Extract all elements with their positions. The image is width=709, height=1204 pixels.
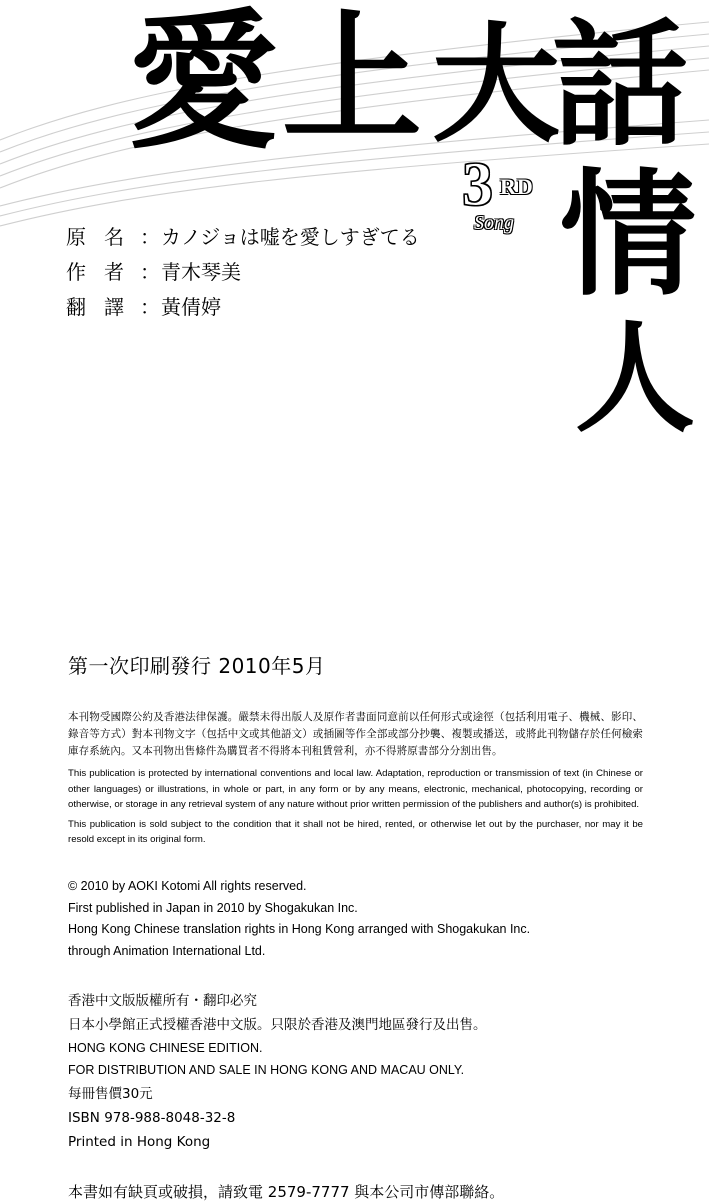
legal-notice-chinese: 本刊物受國際公約及香港法律保護。嚴禁未得出版人及原作者書面同意前以任何形式或途徑（包括利用電子、機械、影印、錄音等方式）對本刊物文字（包括中文或其他語文）或插圖等作全部或部分抄襲、複製或播送，或將此刊物儲存於任何檢索庫存系統內。又本刊物出售條件為購買者不得將本刊租賃營利，亦不得將原書部分分割出售。 [68, 711, 643, 757]
copyright-line-1: © 2010 by AOKI Kotomi All rights reserved. [68, 878, 307, 893]
hk-isbn: ISBN 978-988-8048-32-8 [68, 1109, 236, 1126]
hk-printed-in: Printed in Hong Kong [68, 1133, 211, 1150]
credit-colon-2: ： [140, 260, 160, 284]
colophon-block [68, 650, 643, 1204]
credit-value-author: 青木琴美 [161, 260, 241, 284]
credit-label-original-title: 原名 [66, 225, 142, 249]
credit-row-translator [66, 294, 486, 320]
hk-price: 每冊售價30元 [68, 1085, 153, 1102]
title-char-1: 愛 [128, 0, 279, 170]
credit-row-author [66, 259, 486, 285]
credit-label-author: 作者 [66, 260, 142, 284]
emblem-number: 3 [462, 151, 493, 219]
title-char-3: 大 [432, 11, 561, 160]
credit-value-original-title: カノジョは嘘を愛しすぎてる [161, 225, 420, 249]
credit-row-original-title [66, 224, 486, 250]
credit-value-translator: 黃倩婷 [161, 295, 221, 319]
emblem-ordinal: RD [500, 174, 534, 199]
title-char-6: 人 [575, 310, 695, 449]
copyright-line-3: Hong Kong Chinese translation rights in Hong Kong arranged with Shogakukan Inc. [68, 922, 531, 937]
emblem-song: Song [474, 212, 514, 234]
credit-colon-1: ： [140, 225, 160, 249]
credit-colon-3: ： [140, 295, 160, 319]
title-char-4: 話 [552, 7, 688, 165]
copyright-line-4: through Animation International Ltd. [68, 944, 266, 959]
legal-notice-english-1: This publication is protected by international conventions and local law. Adaptation, reproduction or transmission of text (in Chinese or other languages) or illustrations, in whole or part, in any form or by any means, electronic, mechanical, photocopying, recording or otherwise, or storage in any retrieval system of any nature without prior written permission of the publishers and author(s) is prohibited. [68, 768, 643, 811]
defect-contact-line: 本書如有缺頁或破損，請致電 2579-7777 與本公司市傳部聯絡。 [68, 1182, 505, 1201]
print-run-line: 第一次印刷發行 2010年5月 [68, 654, 326, 678]
hk-line-3: HONG KONG CHINESE EDITION. [68, 1041, 263, 1056]
hong-kong-edition-block [68, 989, 643, 1154]
legal-notice-english-2: This publication is sold subject to the condition that it shall not be hired, rented, or otherwise let out by the purchaser, nor may it be resold except in its original form. [68, 818, 643, 846]
hk-line-1: 香港中文版版權所有・翻印必究 [68, 993, 257, 1010]
credit-label-translator: 翻譯 [66, 295, 142, 319]
copyright-block [68, 876, 643, 964]
credits-block [66, 224, 486, 329]
hk-line-4: FOR DISTRIBUTION AND SALE IN HONG KONG AND MACAU ONLY. [68, 1063, 465, 1078]
title-char-5: 情 [560, 157, 696, 315]
copyright-line-2: First published in Japan in 2010 by Shogakukan Inc. [68, 900, 358, 915]
title-char-2: 上 [282, 0, 423, 161]
hk-line-2: 日本小學館正式授權香港中文版。只限於香港及澳門地區發行及出售。 [68, 1017, 487, 1034]
